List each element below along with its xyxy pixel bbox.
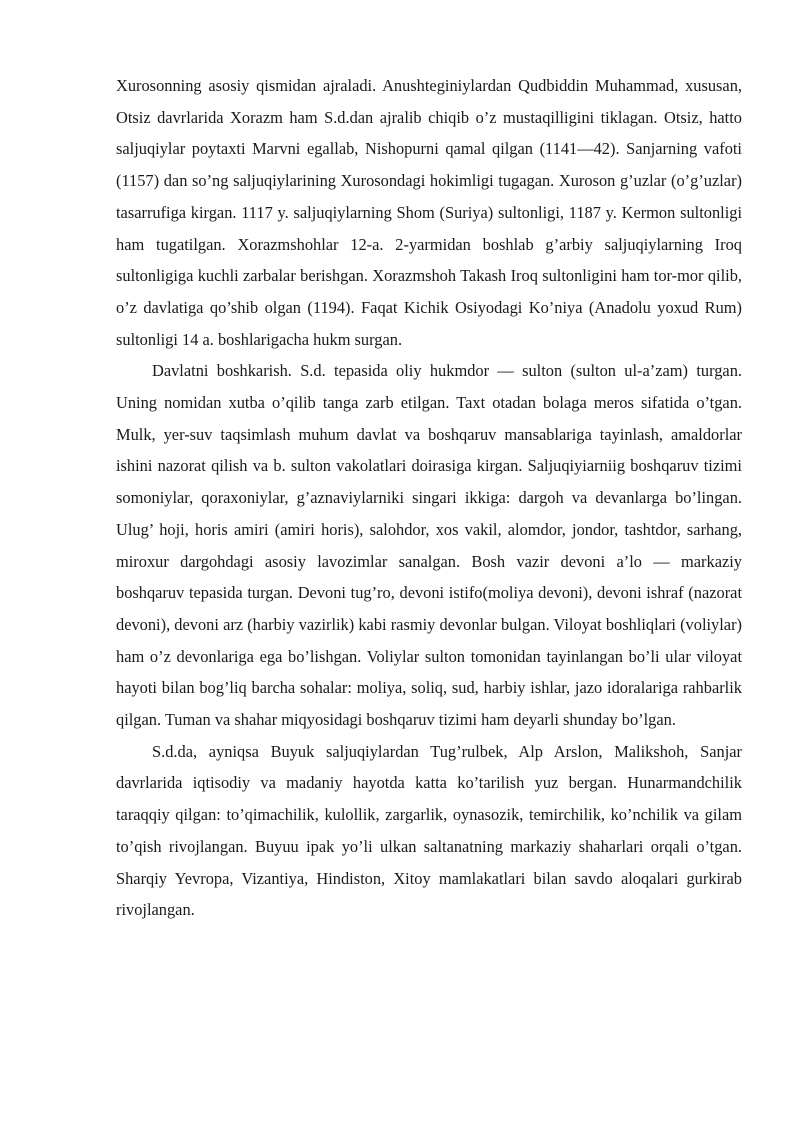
document-page xyxy=(116,70,742,926)
paragraph-economy-culture: S.d.da, ayniqsa Buyuk saljuqiylardan Tug’rulbek, Alp Arslon, Malikshoh, Sanjar davrlarida iqtisodiy va madaniy hayotda katta ko’tarilish yuz bergan. Hunarmandchilik taraqqiy qilgan: to’qimachilik, kulollik, zargarlik, oynasozik, temirchilik, ko’nchilik va gilam to’qish rivojlangan. Buyuu ipak yo’li ulkan saltanatning markaziy shaharlari orqali o’tgan. Sharqiy Yevropa, Vizantiya, Hindiston, Xitoy mamlakatlari bilan savdo aloqalari gurkirab rivojlangan. xyxy=(116,741,742,920)
paragraph-continuation: Xurosonning asosiy qismidan ajraladi. Anushteginiylardan Qudbiddin Muhammad, xususan, Otsiz davrlarida Xorazm ham S.d.dan ajralib chiqib o’z mustaqilligini tiklagan. Otsiz, hatto saljuqiylar poytaxti Marvni egallab, Nishopurni qamal qilgan (1141—42). Sanjarning vafoti (1157) dan so’ng saljuqiylarining Xurosondagi hokimligi tugagan. Xuroson g’uzlar (o’g’uzlar) tasarrufiga kirgan. 1117 y. saljuqiylarning Shom (Suriya) sultonligi, 1187 y. Kermon sultonligi ham tugatilgan. Xorazmshohlar 12-a. 2-yarmidan boshlab g’arbiy saljuqiylarning Iroq sultonligiga kuchli zarbalar berishgan. Xorazmshoh Takash Iroq sultonligini ham tor-mor qilib, o’z davlatiga qo’shib olgan (1194). Faqat Kichik Osiyodagi Ko’niya (Anadolu yoxud Rum) sultonligi 14 a. boshlarigacha hukm surgan. xyxy=(116,76,742,349)
paragraph-state-governance: Davlatni boshkarish. S.d. tepasida oliy hukmdor — sulton (sulton ul-a’zam) turgan. Uning nomidan xutba o’qilib tanga zarb etilgan. Taxt otadan bolaga meros sifatida o’tgan. Mulk, yer-suv taqsimlash muhum davlat va boshqaruv mansablariga tayinlash, amaldorlar ishini nazorat qilish va b. sulton vakolatlari doirasiga kirgan. Saljuqiyiarniig boshqaruv tizimi somoniylar, qoraxoniylar, g’aznaviylarniki singari ikkiga: dargoh va devanlarga bo’lingan. Ulug’ hoji, horis amiri (amiri horis), salohdor, xos vakil, alomdor, jondor, tashtdor, sarhang, miroxur dargohdagi asosiy lavozimlar sanalgan. Bosh vazir devoni a’lo — markaziy boshqaruv tepasida turgan. Devoni tug’ro, devoni istifo(moliya devoni), devoni ishraf (nazorat devoni), devoni arz (harbiy vazirlik) kabi rasmiy devonlar bulgan. Viloyat boshliqlari (voliylar) ham o’z devonlariga ega bo’lishgan. Voliylar sulton tomonidan tayinlangan bo’li ular viloyat hayoti bilan bog’liq barcha sohalar: moliya, soliq, sud, harbiy ishlar, jazo idoralariga rahbarlik qilgan. Tuman va shahar miqyosidagi boshqaruv tizimi ham deyarli shunday bo’lgan. xyxy=(116,361,742,730)
